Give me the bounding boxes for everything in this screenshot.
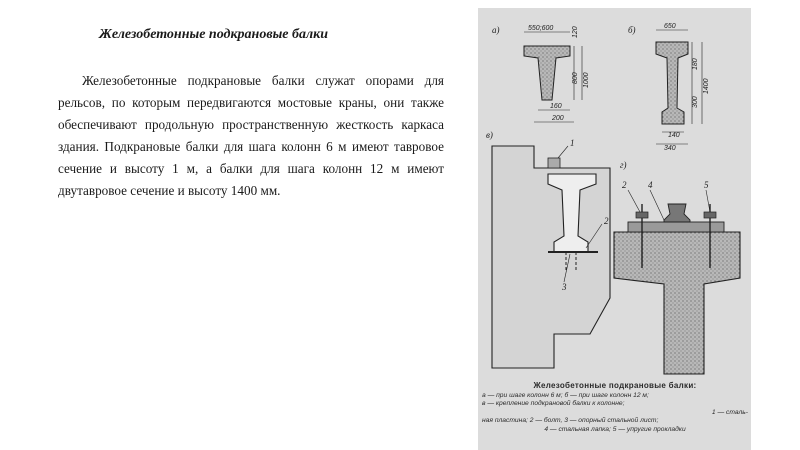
caption-line-1: а — при шаге колонн 6 м; б — при шаге колонн 12 м; [482,391,649,399]
dim-b-140: 140 [668,132,680,139]
section-b-ibeam [628,23,710,152]
label-g-2: 2 [622,180,627,190]
dim-a-800: 800 [572,72,579,84]
detail-g-rail-mount [614,160,740,374]
label-v-3: 3 [562,282,567,292]
dim-b-340: 340 [664,145,676,152]
label-g-4: 4 [648,180,653,190]
label-g: г) [620,160,627,170]
dim-b-300: 300 [692,96,699,108]
caption-line-5: 4 — стальная лапка; 5 — упругие прокладки [544,425,686,433]
label-g-5: 5 [704,180,709,190]
label-v-1: 1 [570,138,575,148]
label-v: в) [486,130,493,140]
slide-title: Железобетонные подкрановые балки [99,27,329,42]
body-paragraph: Железобетонные подкрановые балки служат опорами для рельсов, по которым передвигаются мостовые краны, они также обеспечивают продольную пространственную жесткость каркаса здания. Подкрановые балки для шага колонн 6 м имеют тавровое сечение и высоту 1 м, а балки для шага колонн 12 м имеют двутавровое сечение и высоту 1400 мм. [58,73,444,198]
label-v-2: 2 [604,216,609,226]
dim-a-160: 160 [550,103,562,110]
caption-line-4: ная пластина; 2 — болт, 3 — опорный стальной лист; [482,417,659,425]
section-a-tee [492,25,590,122]
caption-line-2: в — крепление подкрановой балки к колонне; [482,400,625,408]
caption-line-3: 1 — сталь- [711,408,748,416]
dim-a-1000: 1000 [583,72,590,88]
detail-v-fastening [486,130,610,368]
crane-beam-figure [478,8,751,450]
dim-b-180: 180 [692,58,699,70]
dim-a-top: 550;600 [528,25,554,32]
dim-b-650: 650 [664,23,676,30]
figure-caption [482,382,748,435]
label-b: б) [628,25,636,35]
dim-a-200: 200 [552,115,564,122]
dim-b-1400: 1400 [703,78,710,94]
dim-a-120: 120 [572,26,579,38]
label-a: а) [492,25,500,35]
caption-title: Железобетонные подкрановые балки: [533,381,697,390]
